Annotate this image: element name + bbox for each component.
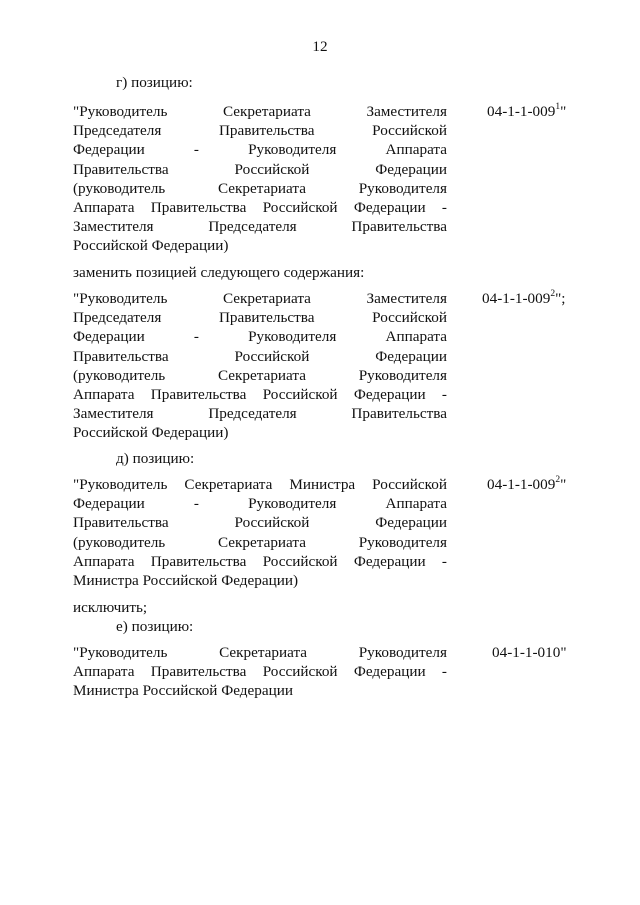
code-superscript: 2 xyxy=(555,474,561,485)
item-e-entry-text xyxy=(73,643,447,701)
entry-line: Председателя Правительства Российской xyxy=(73,122,447,140)
code-superscript: 1 xyxy=(555,101,561,112)
entry-line: "Руководитель Секретариата Министра Российской xyxy=(73,476,447,493)
code-superscript: 2 xyxy=(550,288,556,299)
entry-line: Правительства Российской Федерации xyxy=(73,514,447,532)
code-main: 04-1-1-009 xyxy=(487,476,556,493)
entry-line: (руководитель Секретариата Руководителя xyxy=(73,366,447,384)
code-main: 04-1-1-009 xyxy=(482,290,551,307)
entry-line: Заместителя Председателя Правительства xyxy=(73,405,447,423)
item-d-code xyxy=(487,475,566,494)
exclude-label: исключить; xyxy=(73,599,148,616)
code-tail: "; xyxy=(555,290,566,307)
item-e-label: е) позицию: xyxy=(116,618,194,635)
item-g-entry-text xyxy=(73,102,447,256)
entry-line: Заместителя Председателя Правительства xyxy=(73,218,447,236)
code-tail: " xyxy=(560,476,567,493)
code-main: 04-1-1-009 xyxy=(487,103,556,120)
replacement-entry-text xyxy=(73,289,447,443)
page-number: 12 xyxy=(312,38,328,55)
item-g-label: г) позицию: xyxy=(116,74,193,91)
entry-line: "Руководитель Секретариата Руководителя xyxy=(73,644,447,661)
entry-line: Правительства Российской Федерации xyxy=(73,160,447,178)
entry-line: "Руководитель Секретариата Заместителя xyxy=(73,290,447,307)
entry-line: Правительства Российской Федерации xyxy=(73,347,447,365)
entry-line: Аппарата Правительства Российской Федерации - xyxy=(73,552,447,570)
item-d-entry-text xyxy=(73,475,447,590)
entry-line: (руководитель Секретариата Руководителя xyxy=(73,179,447,197)
entry-line: Федерации - Руководителя Аппарата xyxy=(73,328,447,346)
entry-line: Министра Российской Федерации xyxy=(73,682,293,700)
entry-line: Аппарата Правительства Российской Федерации - xyxy=(73,385,447,403)
item-d-label: д) позицию: xyxy=(116,450,195,467)
entry-line: Федерации - Руководителя Аппарата xyxy=(73,495,447,513)
entry-line: Российской Федерации) xyxy=(73,424,229,442)
entry-line: Председателя Правительства Российской xyxy=(73,309,447,327)
entry-line: Российской Федерации) xyxy=(73,237,229,255)
replace-label: заменить позицией следующего содержания: xyxy=(73,264,365,281)
code-main: 04-1-1-010" xyxy=(492,644,567,661)
entry-line: Аппарата Правительства Российской Федерации - xyxy=(73,198,447,216)
item-e-code xyxy=(492,643,567,662)
entry-line: Аппарата Правительства Российской Федерации - xyxy=(73,663,447,681)
entry-line: Федерации - Руководителя Аппарата xyxy=(73,141,447,159)
replacement-code xyxy=(482,289,566,308)
entry-line: "Руководитель Секретариата Заместителя xyxy=(73,103,447,120)
item-g-code xyxy=(487,102,566,121)
entry-line: Министра Российской Федерации) xyxy=(73,571,299,589)
code-tail: " xyxy=(560,103,567,120)
entry-line: (руководитель Секретариата Руководителя xyxy=(73,533,447,551)
